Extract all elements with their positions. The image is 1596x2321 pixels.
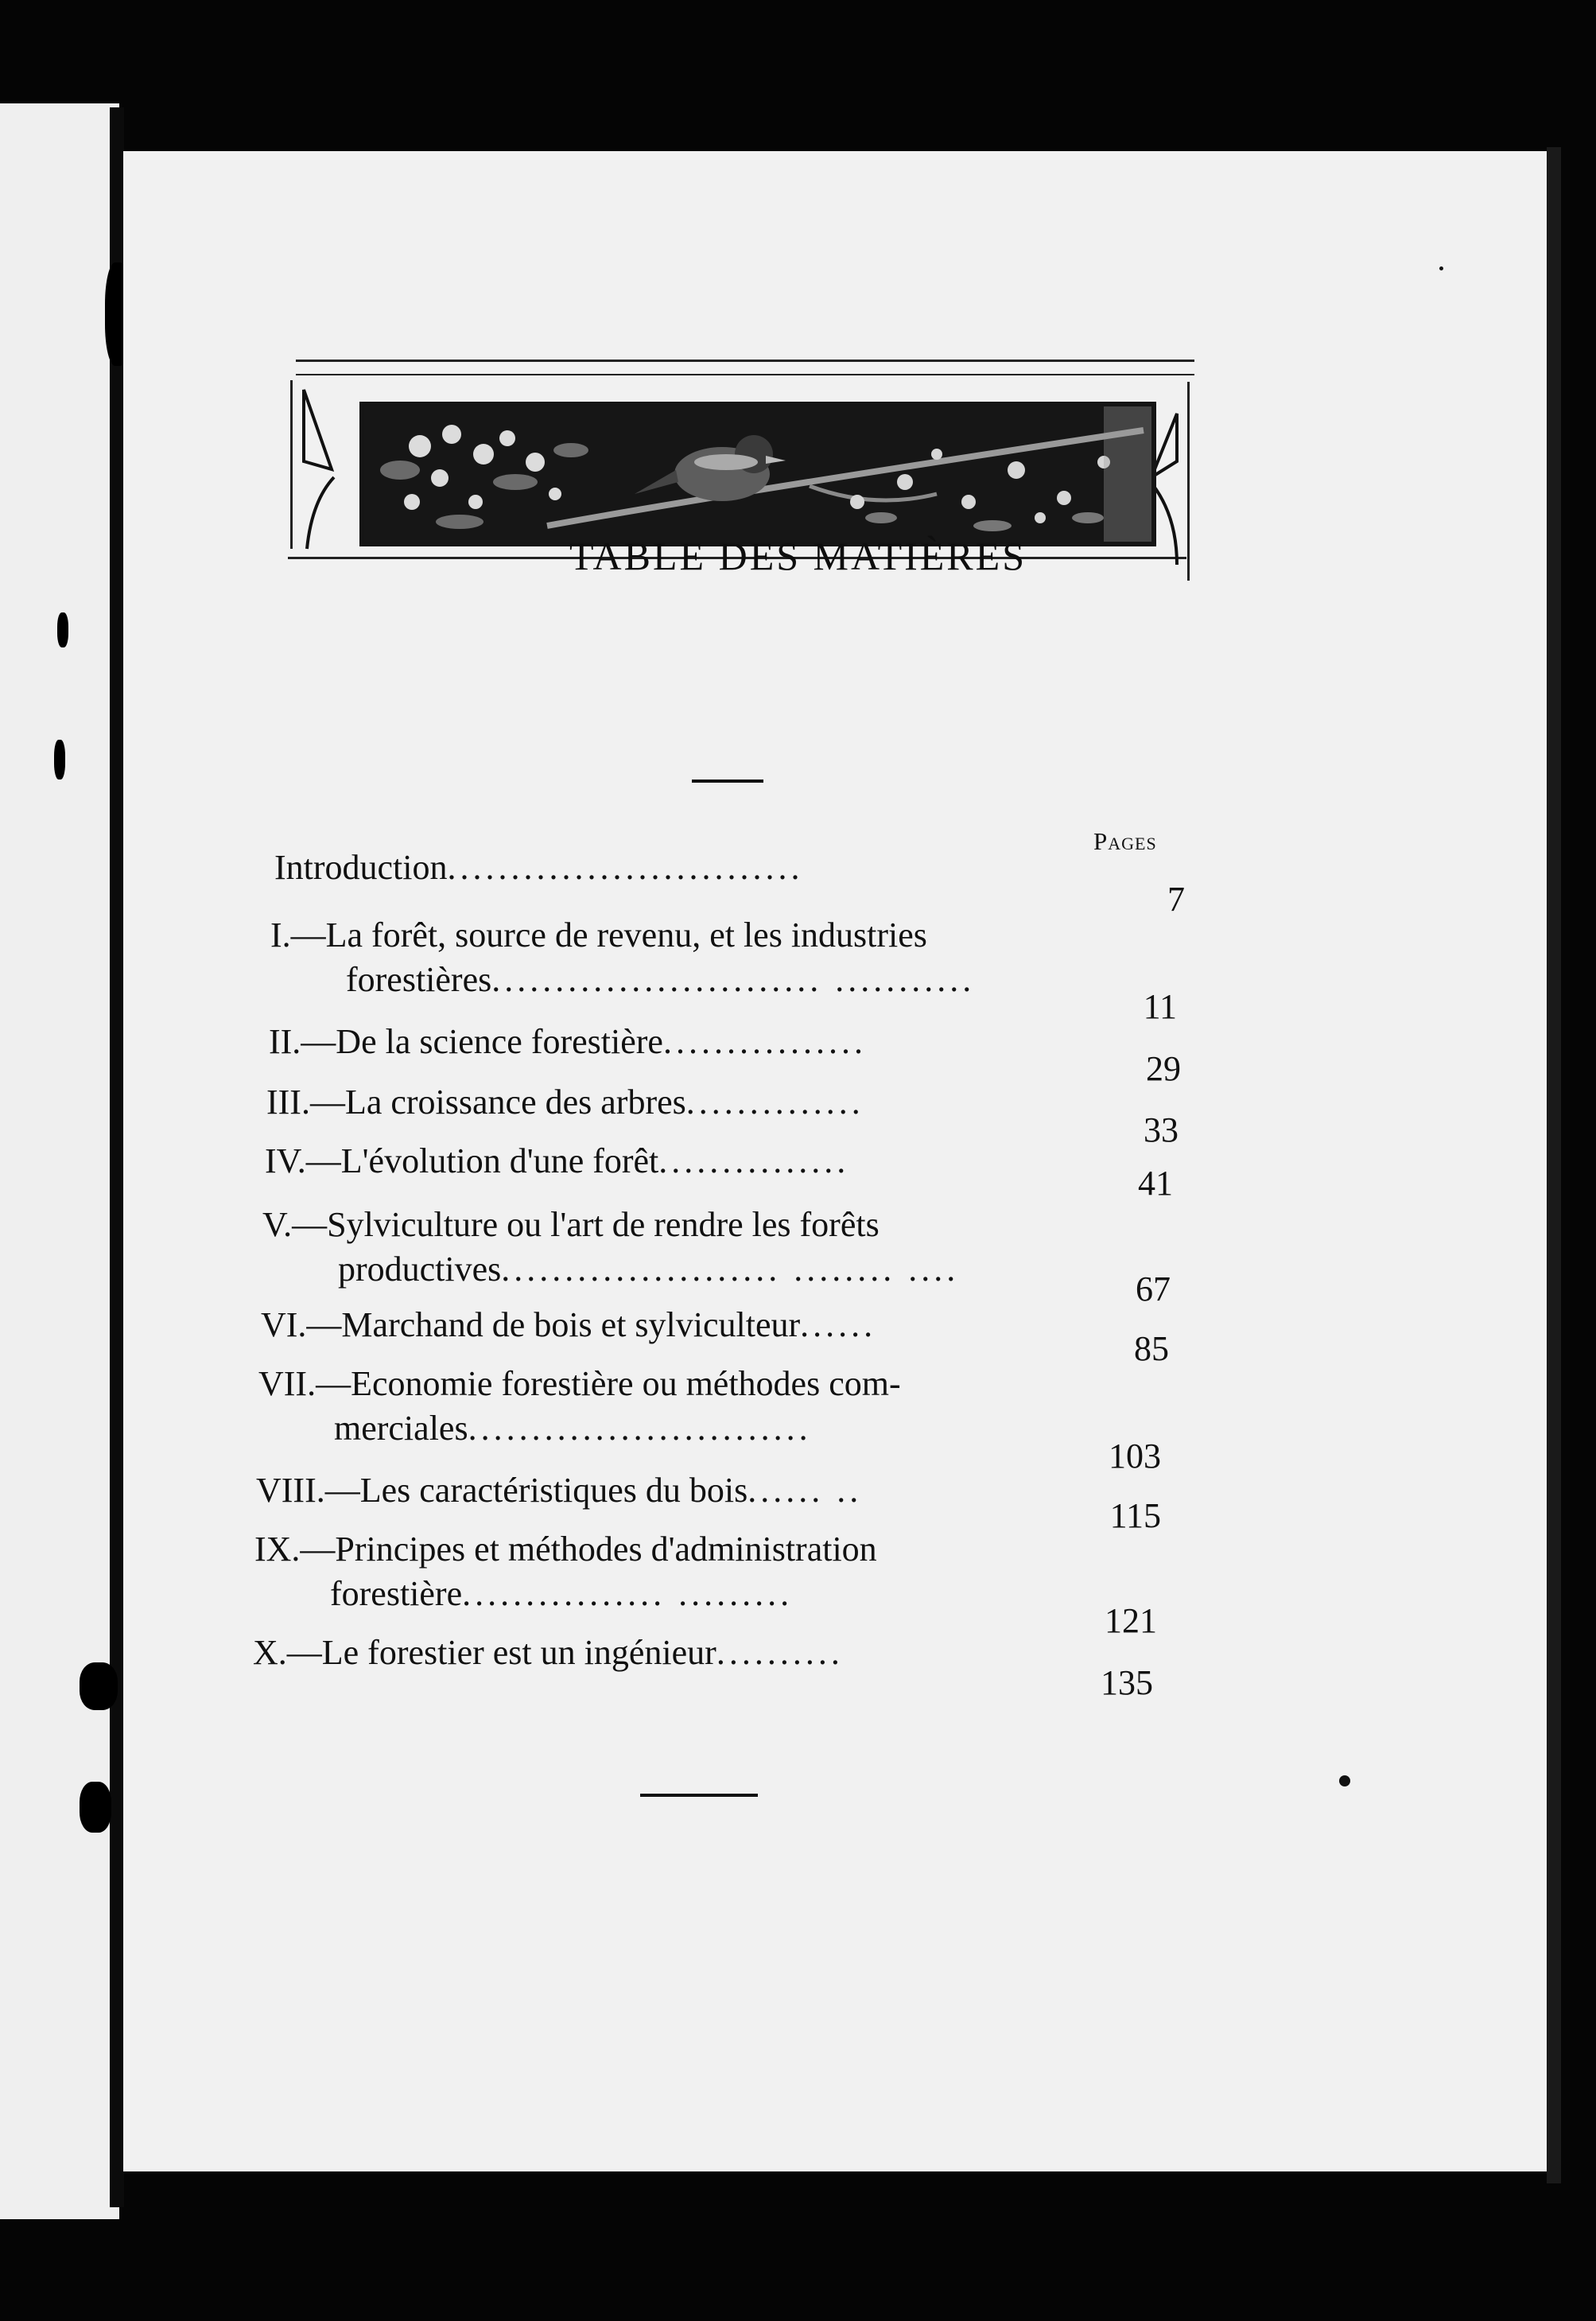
toc-page-number: 11 <box>1143 987 1177 1026</box>
toc-entry-title: I.—La forêt, source de revenu, et les industries <box>270 916 927 954</box>
toc-leader-dots: .............. <box>685 1083 864 1122</box>
toc-page-number: 7 <box>1167 880 1185 919</box>
toc-entry-title: III.—La croissance des arbres <box>266 1083 686 1122</box>
toc-leader-dots: ...... .. <box>748 1471 863 1510</box>
toc-entry-title-cont: merciales <box>334 1409 468 1448</box>
toc-entry <box>265 1139 849 1184</box>
pages-column-heading: Pages <box>1093 827 1157 855</box>
toc-entry-title: IX.—Principes et méthodes d'administration <box>254 1530 877 1569</box>
toc-entry <box>262 1203 959 1292</box>
toc-entry <box>261 1303 876 1347</box>
toc-entry-title-cont: productives <box>338 1250 502 1289</box>
toc-page-number: 115 <box>1109 1496 1161 1535</box>
toc-entry <box>269 1020 867 1064</box>
toc-page-number: 29 <box>1146 1049 1181 1088</box>
toc-entry-title: VI.—Marchand de bois et sylviculteur <box>261 1305 801 1344</box>
toc-entry <box>274 846 804 890</box>
toc-leader-dots: ................ ......... <box>462 1574 794 1613</box>
toc-entry <box>258 1362 901 1451</box>
toc-leader-dots: .......................... ........... <box>491 960 976 999</box>
toc-entry-title: VIII.—Les caractéristiques du bois <box>256 1471 748 1510</box>
toc-entry-title: Introduction <box>274 848 448 887</box>
toc-leader-dots: ............... <box>658 1141 850 1180</box>
toc-leader-dots: ...... <box>800 1305 877 1344</box>
toc-entry-title: II.—De la science forestière <box>269 1022 663 1061</box>
toc-page-number: 41 <box>1138 1164 1173 1203</box>
page-title: TABLE DES MATIÈRES <box>569 534 1027 578</box>
toc-entry-title-cont: forestière <box>330 1574 463 1613</box>
toc-leader-dots: ............................ <box>447 848 804 887</box>
toc-page-number: 85 <box>1134 1329 1169 1368</box>
toc-entry <box>266 1080 864 1125</box>
toc-entry <box>254 1527 877 1616</box>
toc-entry-title-cont: forestières <box>346 960 492 999</box>
toc-entry-title: IV.—L'évolution d'une forêt <box>265 1141 659 1180</box>
toc-page-number: 121 <box>1105 1601 1157 1640</box>
toc-leader-dots: .......... <box>716 1633 844 1672</box>
toc-leader-dots: ...................... ........ .... <box>501 1250 960 1289</box>
closing-rule <box>640 1794 758 1797</box>
toc-entry <box>256 1468 862 1513</box>
toc-leader-dots: ................ <box>662 1022 867 1061</box>
toc-entry-title: X.—Le forestier est un ingénieur <box>253 1633 716 1672</box>
toc-page-number: 135 <box>1101 1663 1153 1702</box>
toc-page-number: 67 <box>1136 1269 1171 1308</box>
toc-leader-dots: ........................... <box>468 1409 812 1448</box>
toc-entry-title: VII.—Economie forestière ou méthodes com- <box>258 1364 901 1403</box>
toc-entry-title: V.—Sylviculture ou l'art de rendre les forêts <box>262 1205 880 1244</box>
toc-entry <box>270 913 975 1002</box>
toc-page-number: 33 <box>1144 1110 1179 1149</box>
toc-page-number: 103 <box>1109 1437 1161 1475</box>
toc-entry <box>253 1631 844 1675</box>
